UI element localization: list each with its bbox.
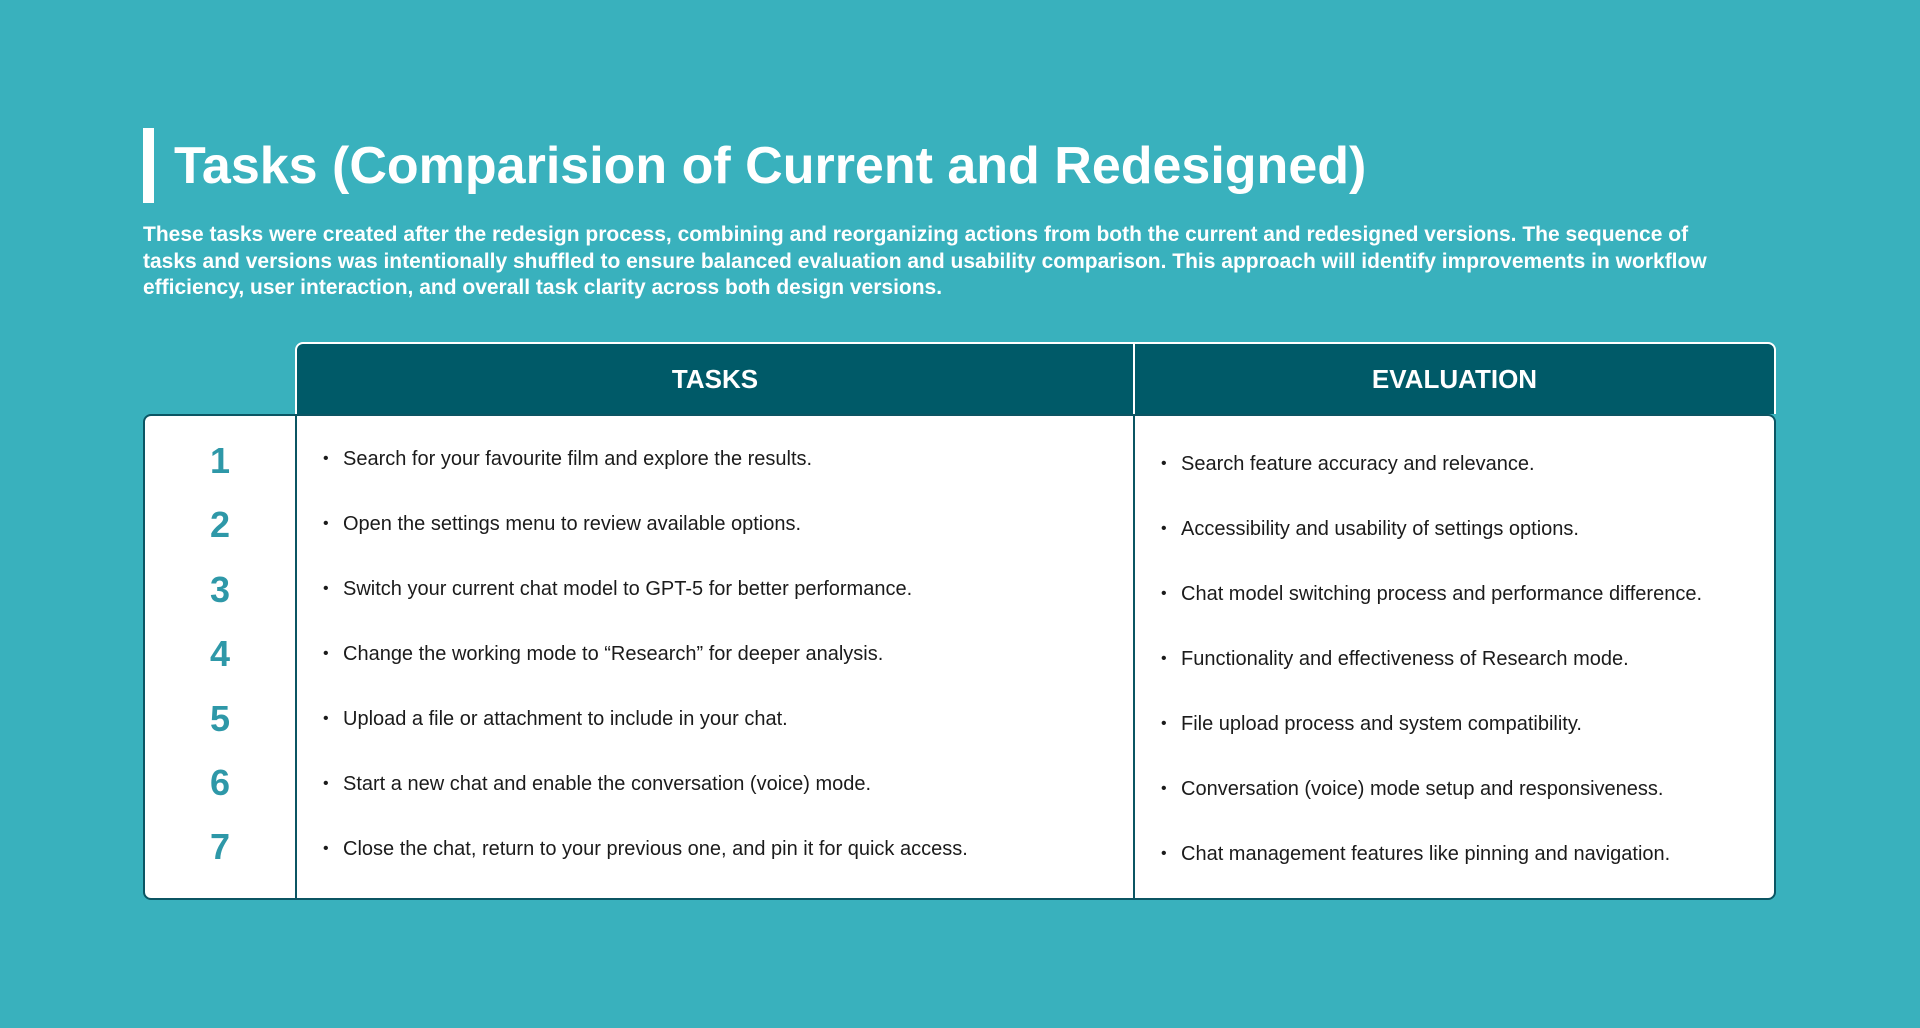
evaluation-text: Accessibility and usability of settings options. <box>1181 518 1579 540</box>
task-text: Search for your favourite film and explore the results. <box>343 448 813 470</box>
row-number: 4 <box>209 633 231 674</box>
row-number: 3 <box>209 569 231 610</box>
bullet: • <box>323 580 329 597</box>
page-title: Tasks (Comparision of Current and Redesigned) <box>174 136 1367 195</box>
evaluation-item <box>1161 451 1764 477</box>
tasks-column <box>297 416 1135 898</box>
task-item <box>323 576 1123 602</box>
title-block <box>143 128 1366 203</box>
task-item <box>323 641 1123 667</box>
task-text: Upload a file or attachment to include in your chat. <box>343 708 788 730</box>
bullet: • <box>1161 845 1167 862</box>
evaluation-item <box>1161 711 1764 737</box>
task-item <box>323 511 1123 537</box>
bullet: • <box>1161 650 1167 667</box>
title-accent-bar <box>143 128 154 203</box>
header-evaluation: EVALUATION <box>1371 363 1538 394</box>
task-text: Start a new chat and enable the conversation (voice) mode. <box>343 773 872 795</box>
evaluation-text: Search feature accuracy and relevance. <box>1181 453 1535 475</box>
evaluation-item <box>1161 581 1764 607</box>
row-number: 1 <box>209 440 231 481</box>
header-tasks: TASKS <box>297 344 1135 414</box>
tasks-table <box>143 342 1776 900</box>
bullet: • <box>323 710 329 727</box>
evaluation-item <box>1161 646 1764 672</box>
row-number: 5 <box>209 698 231 739</box>
bullet: • <box>323 450 329 467</box>
task-item <box>323 771 1123 797</box>
page-description: These tasks were created after the redesign process, combining and reorganizing actions from both the current and redesigned versions. The sequence of tasks and versions was intentionally shuffled to ensure balanced evaluation and usability comparison. This approach will identify improvements in workflow efficiency, user interaction, and overall task clarity across both design versions. <box>143 223 1707 299</box>
evaluation-item <box>1161 841 1764 867</box>
task-text: Open the settings menu to review available options. <box>343 513 802 535</box>
row-number: 2 <box>209 504 231 545</box>
evaluation-text: Conversation (voice) mode setup and responsiveness. <box>1181 778 1664 800</box>
evaluation-text: Chat model switching process and performance difference. <box>1181 583 1703 605</box>
task-item <box>323 446 1123 472</box>
task-text: Change the working mode to “Research” for deeper analysis. <box>343 643 884 665</box>
bullet: • <box>1161 520 1167 537</box>
evaluation-column <box>1135 416 1774 898</box>
evaluation-text: File upload process and system compatibility. <box>1181 713 1582 735</box>
evaluation-item <box>1161 776 1764 802</box>
bullet: • <box>323 775 329 792</box>
task-text: Switch your current chat model to GPT-5 for better performance. <box>343 578 913 600</box>
table-body <box>143 414 1776 900</box>
evaluation-text: Chat management features like pinning and navigation. <box>1181 843 1671 865</box>
evaluation-text: Functionality and effectiveness of Research mode. <box>1181 648 1629 670</box>
task-item <box>323 706 1123 732</box>
bullet: • <box>1161 455 1167 472</box>
task-text: Close the chat, return to your previous one, and pin it for quick access. <box>343 838 968 860</box>
row-number: 6 <box>209 762 231 803</box>
bullet: • <box>1161 585 1167 602</box>
bullet: • <box>1161 780 1167 797</box>
bullet: • <box>323 645 329 662</box>
bullet: • <box>323 515 329 532</box>
table-header <box>295 342 1776 414</box>
bullet: • <box>323 840 329 857</box>
row-number: 7 <box>209 826 231 867</box>
task-item <box>323 836 1123 862</box>
number-column <box>145 416 297 898</box>
evaluation-item <box>1161 516 1764 542</box>
bullet: • <box>1161 715 1167 732</box>
